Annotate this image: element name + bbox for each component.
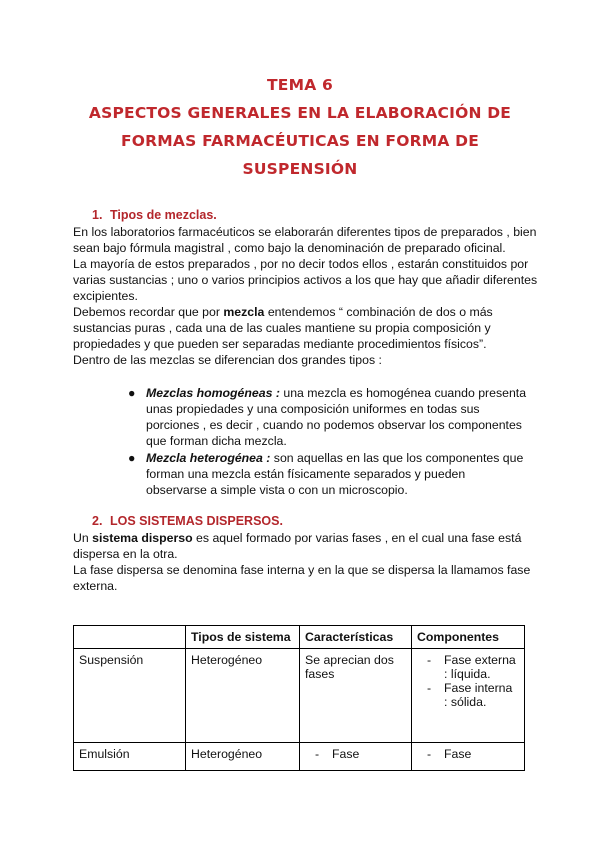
topic-number: TEMA 6 bbox=[267, 76, 333, 94]
table-header-cell: Características bbox=[300, 626, 412, 649]
dash-icon: - bbox=[427, 681, 432, 695]
list-item: - Fase externa : líquida. bbox=[427, 653, 516, 681]
bold-term: sistema disperso bbox=[92, 531, 193, 545]
paragraph: La mayoría de estos preparados , por no decir todos ellos , estarán constituidos por varias sustancias ; uno o varios principios activos a los que hay que añadir diferentes excipientes. bbox=[73, 257, 538, 303]
title-line-3: SUSPENSIÓN bbox=[242, 160, 358, 178]
bold-term: mezcla bbox=[223, 305, 265, 319]
list-item: - Fase interna : sólida. bbox=[427, 681, 513, 709]
list-item: - Fase bbox=[427, 747, 472, 761]
table-cell bbox=[412, 743, 525, 771]
section-1-body bbox=[73, 224, 543, 368]
mixture-types-list bbox=[128, 385, 528, 499]
section-2-number: 2. bbox=[92, 514, 103, 528]
bullet-icon: ● bbox=[128, 386, 136, 400]
section-2-body bbox=[73, 530, 543, 594]
section-1-title: Tipos de mezclas. bbox=[110, 208, 217, 222]
bullet-term: Mezcla heterogénea : bbox=[146, 451, 271, 465]
table-row bbox=[74, 743, 525, 771]
paragraph: En los laboratorios farmacéuticos se elaborarán diferentes tipos de preparados , bien sean bajo fórmula magistral , como bajo la denominación de preparado oficinal. bbox=[73, 225, 537, 255]
list-item bbox=[128, 450, 528, 498]
list-item: - Fase bbox=[315, 747, 360, 761]
title-line-2: FORMAS FARMACÉUTICAS EN FORMA DE bbox=[121, 132, 479, 150]
bullet-icon: ● bbox=[128, 451, 136, 465]
table-header-cell: Componentes bbox=[412, 626, 525, 649]
table-header-cell bbox=[74, 626, 186, 649]
paragraph-mezcla-definition: Debemos recordar que por mezcla entendemos “ combinación de dos o más sustancias puras , cada una de las cuales mantiene su propia composición y propiedades y que pueden ser separadas mediante procedimientos físicos”. bbox=[73, 305, 493, 351]
table-cell: Emulsión bbox=[74, 743, 186, 771]
table-row bbox=[74, 649, 525, 743]
table-cell: Suspensión bbox=[74, 649, 186, 743]
dispersed-systems-table bbox=[73, 625, 525, 771]
dash-icon: - bbox=[427, 747, 432, 761]
table-header-cell: Tipos de sistema bbox=[186, 626, 300, 649]
table-cell bbox=[300, 743, 412, 771]
dash-icon: - bbox=[315, 747, 320, 761]
section-1-number: 1. bbox=[92, 208, 103, 222]
section-2-heading bbox=[92, 514, 283, 528]
table-cell: Heterogéneo bbox=[186, 743, 300, 771]
table-cell: Heterogéneo bbox=[186, 649, 300, 743]
section-2-title: LOS SISTEMAS DISPERSOS. bbox=[110, 514, 283, 528]
list-item bbox=[128, 385, 528, 449]
title-line-1: ASPECTOS GENERALES EN LA ELABORACIÓN DE bbox=[88, 104, 512, 122]
bullet-text: son aquellas en las que los componentes que forman una mezcla están físicamente separados y pueden observarse a simple vista o con un microscopio. bbox=[146, 451, 524, 497]
table-header-row bbox=[74, 626, 525, 649]
section-1-heading bbox=[92, 208, 217, 222]
paragraph: Dentro de las mezclas se diferencian dos grandes tipos : bbox=[73, 353, 382, 367]
paragraph: La fase dispersa se denomina fase interna y en la que se dispersa la llamamos fase externa. bbox=[73, 563, 531, 593]
dash-icon: - bbox=[427, 653, 432, 667]
paragraph-sistema-disperso: Un sistema disperso es aquel formado por varias fases , en el cual una fase está dispersa en la otra. bbox=[73, 531, 522, 561]
bullet-term: Mezclas homogéneas : bbox=[146, 386, 280, 400]
table-cell: Se aprecian dos fases bbox=[300, 649, 412, 743]
bullet-text: una mezcla es homogénea cuando presenta unas propiedades y una composición uniformes en todas sus porciones , es decir , cuando no podemos observar los componentes que forman dicha mezcla. bbox=[146, 386, 527, 448]
table-cell bbox=[412, 649, 525, 743]
